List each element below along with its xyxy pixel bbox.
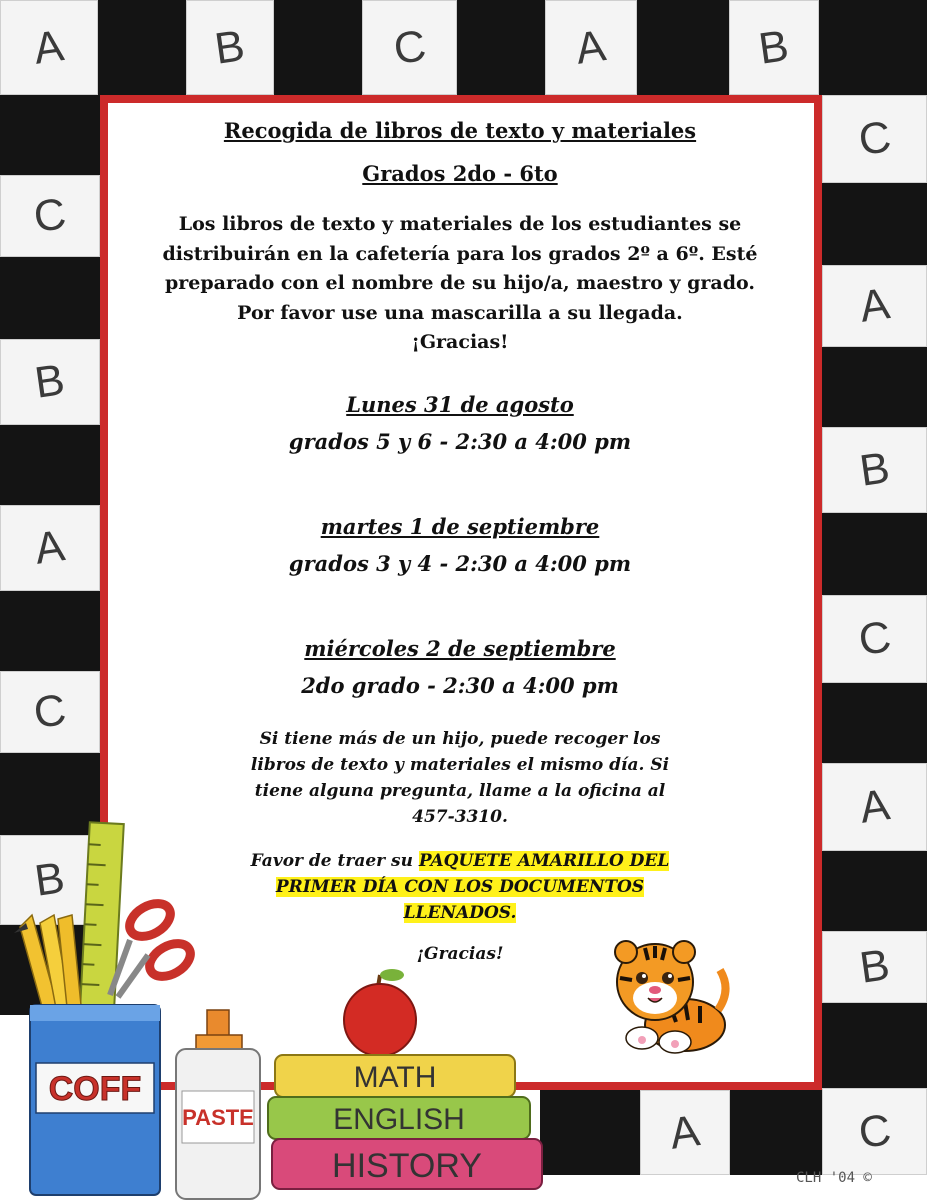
tiger-mascot-icon xyxy=(600,930,730,1055)
border-tile xyxy=(822,347,927,427)
paste-label: PASTE xyxy=(182,1105,254,1130)
intro-line: Por favor use una mascarilla a su llegada. xyxy=(237,301,683,324)
border-tile xyxy=(822,183,927,265)
note-paragraph xyxy=(220,726,700,830)
schedule-time: 2do grado - 2:30 a 4:00 pm xyxy=(301,672,619,698)
border-tile xyxy=(0,0,98,95)
border-tile xyxy=(0,671,100,753)
coffee-can-icon xyxy=(30,1005,160,1195)
border-tile xyxy=(822,683,927,763)
book-label: MATH xyxy=(353,1061,437,1094)
border-letter: B xyxy=(856,443,893,496)
border-letter: C xyxy=(390,20,429,74)
schedule-day: martes 1 de septiembre xyxy=(320,513,600,539)
border-letter: A xyxy=(30,20,67,74)
border-tile xyxy=(822,427,927,513)
border-letter: C xyxy=(855,112,894,165)
apple-icon xyxy=(344,969,416,1056)
border-tile xyxy=(729,0,819,95)
border-tile xyxy=(362,0,457,95)
border-tile xyxy=(822,763,927,851)
border-tile xyxy=(822,595,927,683)
border-letter: A xyxy=(572,20,609,74)
border-letter: C xyxy=(855,612,894,665)
border-tile xyxy=(730,1090,822,1175)
border-letter: C xyxy=(855,1104,894,1158)
border-tile xyxy=(637,0,729,95)
border-tile xyxy=(0,339,100,425)
intro-paragraph xyxy=(140,210,780,358)
border-tile xyxy=(0,257,100,339)
border-tile xyxy=(0,175,100,257)
border-letter: C xyxy=(30,189,70,242)
border-tile xyxy=(274,0,362,95)
schedule-day: miércoles 2 de septiembre xyxy=(304,635,616,661)
packet-highlight: PRIMER DÍA CON LOS DOCUMENTOS xyxy=(275,876,645,897)
border-tile xyxy=(98,0,186,95)
schedule-day: Lunes 31 de agosto xyxy=(346,391,574,417)
intro-line: Los libros de texto y materiales de los estudiantes se xyxy=(178,213,742,235)
page-title: Recogida de libros de texto y materiales xyxy=(223,118,697,143)
note-line: 457-3310. xyxy=(412,806,508,827)
note-line: tiene alguna pregunta, llame a la oficina al xyxy=(254,780,666,801)
border-letter: A xyxy=(31,521,68,574)
schedule-time: grados 3 y 4 - 2:30 a 4:00 pm xyxy=(288,550,632,576)
border-tile xyxy=(819,0,927,95)
border-tile xyxy=(0,95,100,175)
book-label: ENGLISH xyxy=(333,1103,465,1136)
border-tile xyxy=(822,513,927,595)
paste-bottle-icon xyxy=(176,1010,260,1199)
school-supplies-illustration xyxy=(0,815,560,1200)
border-tile xyxy=(822,265,927,347)
border-tile xyxy=(186,0,274,95)
border-letter: A xyxy=(666,1105,703,1159)
schedule-time: grados 5 y 6 - 2:30 a 4:00 pm xyxy=(288,428,632,454)
border-letter: A xyxy=(856,780,893,833)
border-letter: C xyxy=(30,685,70,738)
artist-signature: CLH '04 © xyxy=(796,1170,872,1186)
book-label: HISTORY xyxy=(332,1147,482,1185)
border-tile xyxy=(0,591,100,671)
note-line: libros de texto y materiales el mismo día. Si xyxy=(250,754,670,775)
can-label: COFF xyxy=(48,1070,142,1108)
packet-prefix: Favor de traer su xyxy=(250,850,419,871)
books-stack-icon xyxy=(268,1055,542,1189)
page-subtitle: Grados 2do - 6to xyxy=(362,161,558,186)
border-tile xyxy=(822,931,927,1003)
border-letter: B xyxy=(211,20,248,74)
border-letter: A xyxy=(856,279,893,332)
packet-highlight: PAQUETE AMARILLO DEL xyxy=(418,850,670,871)
closing-thanks: ¡Gracias! xyxy=(416,943,504,964)
border-tile xyxy=(822,1003,927,1088)
border-tile xyxy=(640,1090,730,1175)
packet-highlight: LLENADOS. xyxy=(403,902,517,923)
border-tile xyxy=(822,1088,927,1175)
border-tile xyxy=(457,0,545,95)
intro-line: preparado con el nombre de su hijo/a, maestro y grado. xyxy=(164,272,755,294)
border-tile xyxy=(822,851,927,931)
border-tile xyxy=(545,0,637,95)
scissors-icon xyxy=(110,897,196,997)
intro-line: distribuirán en la cafetería para los grados 2º a 6º. Esté xyxy=(162,242,758,265)
border-letter: B xyxy=(31,355,68,408)
note-line: Si tiene más de un hijo, puede recoger los xyxy=(259,728,661,749)
border-letter: B xyxy=(31,853,68,906)
border-letter: B xyxy=(856,940,893,993)
border-letter: B xyxy=(755,20,792,74)
border-tile xyxy=(0,425,100,505)
border-tile xyxy=(822,95,927,183)
border-tile xyxy=(0,505,100,591)
intro-line: ¡Gracias! xyxy=(411,331,509,353)
